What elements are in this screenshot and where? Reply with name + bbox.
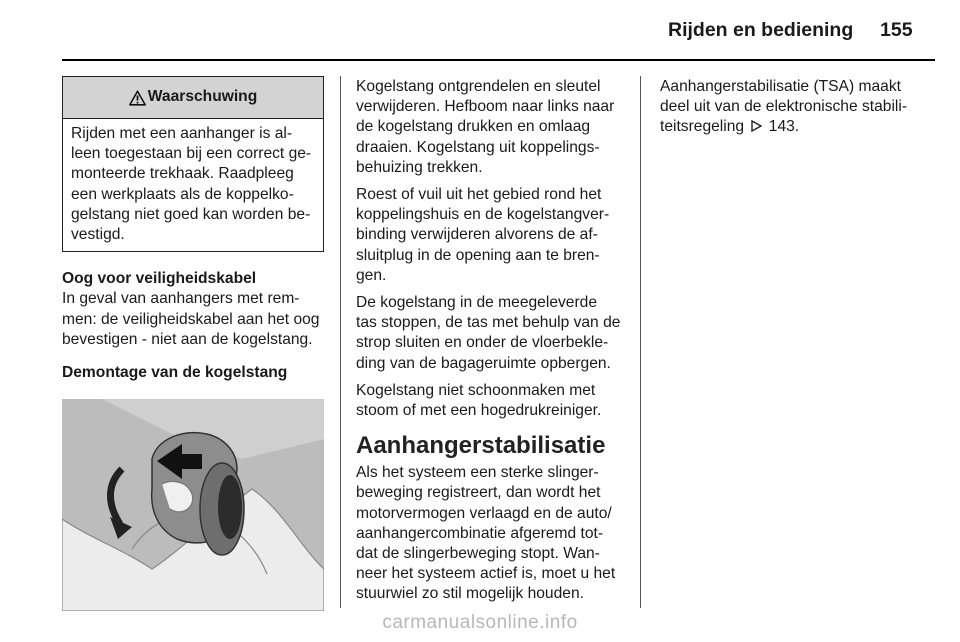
section-heading: Aanhangerstabilisatie [356,432,606,460]
warning-title: Waarschuwing [147,88,258,106]
text-line: Rijden met een aanhanger is al- [71,125,293,142]
text-line: ding van de bagageruimte opbergen. [356,354,611,372]
page-number: 155 [880,19,913,41]
watermark: carmanualsonline.info [382,612,578,633]
warning-header [63,77,323,119]
column-right [660,77,932,138]
text-line: binding verwijderen alvorens de af- [356,226,598,244]
text-line: stoom of met een hogedrukreiniger. [356,402,602,420]
text-line: De kogelstang in de meegeleverde [356,294,597,312]
column-divider [340,76,341,608]
text-line: koppelingshuis en de kogelstangver- [356,206,610,224]
warning-body [63,119,323,251]
text-line: stuurwiel zo stil mogelijk houden. [356,585,584,603]
text-line: motorvermogen verlaagd en de auto/ [356,504,612,522]
text-line: men: de veiligheidskabel aan het oog [62,310,320,328]
reference-page[interactable]: 143. [768,118,800,136]
text-line: draaien. Kogelstang uit koppelings- [356,138,600,156]
text-line: gelstang niet goed kan worden be- [71,205,311,223]
illustration-drawing [62,399,324,611]
text-line: de kogelstang drukken en omlaag [356,118,591,136]
column-divider [640,76,641,608]
paragraph [356,77,624,178]
text-line: Roest of vuil uit het gebied rond het [356,186,602,204]
text-line: strop sluiten en onder de vloerbekle- [356,334,609,352]
header-divider [62,59,935,61]
safety-cable-heading: Oog voor veiligheidskabel [62,270,257,288]
text-line: vestigd. [71,226,125,244]
warning-triangle-icon [129,90,146,106]
text-line: gen. [356,266,387,284]
text-line: behuizing trekken. [356,158,483,176]
text-line: Kogelstang ontgrendelen en sleutel [356,78,601,95]
tow-ball-removal-illustration [62,399,324,611]
text-line: Aanhangerstabilisatie (TSA) maakt [660,78,901,95]
removal-heading: Demontage van de kogelstang [62,364,288,382]
text-line: bevestigen - niet aan de kogelstang. [62,330,313,348]
page-header-title: Rijden en bediening [668,19,854,41]
column-left [62,76,324,611]
text-line: leen toegestaan bij een correct ge- [71,145,312,163]
text-line: deel uit van de elektronische stabili- [660,98,908,116]
text-line: tas stoppen, de tas met behulp van de [356,314,621,332]
text-line: In geval van aanhangers met rem- [62,290,300,308]
warning-box [62,76,324,252]
text-line [660,117,932,137]
paragraph [356,293,624,374]
text-line: neer het systeem actief is, moet u het [356,565,616,583]
page-reference-arrow-icon[interactable] [750,120,762,132]
column-middle [356,77,624,605]
text-line: een werkplaats als de koppelko- [71,185,294,203]
text-line: Als het systeem een sterke slinger- [356,464,599,482]
text-line: aanhangercombinatie afgeremd tot- [356,524,604,542]
paragraph [356,381,624,421]
text-line-start: teitsregeling [660,118,745,136]
text-line: Kogelstang niet schoonmaken met [356,381,596,399]
text-line: verwijderen. Hefboom naar links naar [356,98,615,116]
paragraph [356,185,624,286]
text-line: beweging registreert, dan wordt het [356,484,601,502]
text-line: sluitplug in de opening aan te bren- [356,246,600,264]
text-line: dat de slingerbeweging stopt. Wan- [356,545,600,563]
text-line: monteerde trekhaak. Raadpleeg [71,165,294,183]
